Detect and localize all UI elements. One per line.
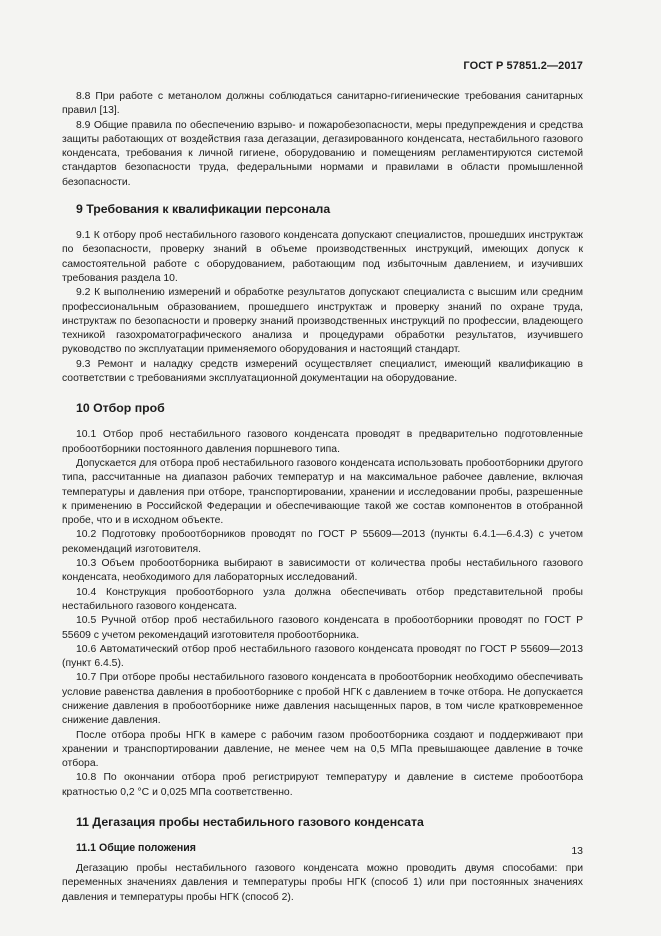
paragraph-8-9: 8.9 Общие правила по обеспечению взрыво- и пожаробезопасности, меры предупреждения и средства защиты работающих от воздействия газа дегазации, дегазированного конденсата, нестабильного газового конденсата, требования к личной гигиене, оборудованию и помещениям регламентируются системой стандартов безопасности труда, федеральными нормами и правилами в области промышленной безопасности. bbox=[62, 119, 583, 188]
section-9-heading: 9 Требования к квалификации персонала bbox=[76, 202, 331, 217]
paragraph-10-6: 10.6 Автоматический отбор проб нестабильного газового конденсата проводят по ГОСТ Р 55609—2013 (пункт 6.4.5). bbox=[62, 643, 583, 670]
paragraph-9-3: 9.3 Ремонт и наладку средств измерений осуществляет специалист, имеющий квалификацию в соответствии с требованиями эксплуатационной документации на оборудование. bbox=[62, 358, 583, 385]
subsection-11-1-heading: 11.1 Общие положения bbox=[76, 842, 196, 855]
paragraph-9-1: 9.1 К отбору проб нестабильного газового конденсата допускают специалистов, прошедших инструктаж по безопасности, проверку знаний в объеме производственных инструкций, имеющих допуск к самостоятельной работе с оборудованием, работающим под избыточным давлением, и изучивших требования раздела 10. bbox=[62, 230, 583, 284]
section-10-heading: 10 Отбор проб bbox=[76, 401, 165, 416]
paragraph-10-2: 10.2 Подготовку пробоотборников проводят по ГОСТ Р 55609—2013 (пункты 6.4.1—6.4.3) с учетом рекомендаций изготовителя. bbox=[62, 529, 583, 555]
page-content bbox=[62, 90, 583, 905]
paragraph-10-7: 10.7 При отборе пробы нестабильного газового конденсата в пробоотборник необходимо обеспечивать условие равенства давления в пробоотборнике с пробой НГК с давлением в точке отбора. Не допускается снижение давления в пробоотборнике ниже давления насыщенных паров, в том числе кратковременное снижение давления. bbox=[62, 672, 583, 727]
paragraph-10-7-extra: После отбора пробы НГК в камере с рабочим газом пробоотборника создают и поддерживают при хранении и транспортировании давление, не менее чем на 0,5 МПа превышающее давление в точке отбора. bbox=[62, 729, 583, 770]
section-11-heading: 11 Дегазация пробы нестабильного газового конденсата bbox=[76, 815, 424, 830]
paragraph-9-2: 9.2 К выполнению измерений и обработке результатов допускают специалиста с высшим или средним профессиональным образованием, прошедшего инструктаж и проверку знаний по охране труда, инструктаж по безопасности и проверку знаний производственных инструкций по профессии, владеющего техникой газохроматографического анализа и процедурами обработки результатов, изучившего руководство по эксплуатации применяемого оборудования и настоящий стандарт. bbox=[62, 287, 583, 356]
paragraph-10-5: 10.5 Ручной отбор проб нестабильного газового конденсата в пробоотборники проводят по ГОСТ Р 55609 с учетом рекомендаций изготовителя пробоотборника. bbox=[62, 615, 583, 641]
paragraph-10-1: 10.1 Отбор проб нестабильного газового конденсата проводят в предварительно подготовленные пробоотборники постоянного давления поршневого типа. bbox=[62, 429, 583, 455]
paragraph-10-8: 10.8 По окончании отбора проб регистрируют температуру и давление в системе пробоотбора кратностью 0,2 °С и 0,025 МПа соответственно. bbox=[62, 772, 583, 798]
paragraph-10-3: 10.3 Объем пробоотборника выбирают в зависимости от количества пробы нестабильного газового конденсата, необходимого для лабораторных исследований. bbox=[62, 558, 583, 584]
document-code-header: ГОСТ Р 57851.2—2017 bbox=[463, 60, 583, 72]
paragraph-8-8: 8.8 При работе с метанолом должны соблюдаться санитарно-гигиенические требования санитарных правил [13]. bbox=[62, 91, 583, 117]
paragraph-10-1-extra: Допускается для отбора проб нестабильного газового конденсата использовать пробоотборники другого типа, рассчитанные на диапазон рабочих температур и на максимальное рабочее давление, включая температуры и давления при отборе, транспортировании, хранении и исследовании пробы, разрешенные к применению в Российской Федерации и обеспечивающие такой же состав компонентов в отобранной пробе, что и в исходном объекте. bbox=[62, 457, 583, 527]
paragraph-11-1: Дегазацию пробы нестабильного газового конденсата можно проводить двумя способами: при переменных значениях давления и температуры пробы НГК (способ 1) или при постоянных значениях давления и температуры пробы НГК (способ 2). bbox=[62, 863, 583, 903]
paragraph-10-4: 10.4 Конструкция пробоотборного узла должна обеспечивать отбор представительной пробы нестабильного газового конденсата. bbox=[62, 586, 583, 612]
page-number: 13 bbox=[571, 845, 583, 857]
